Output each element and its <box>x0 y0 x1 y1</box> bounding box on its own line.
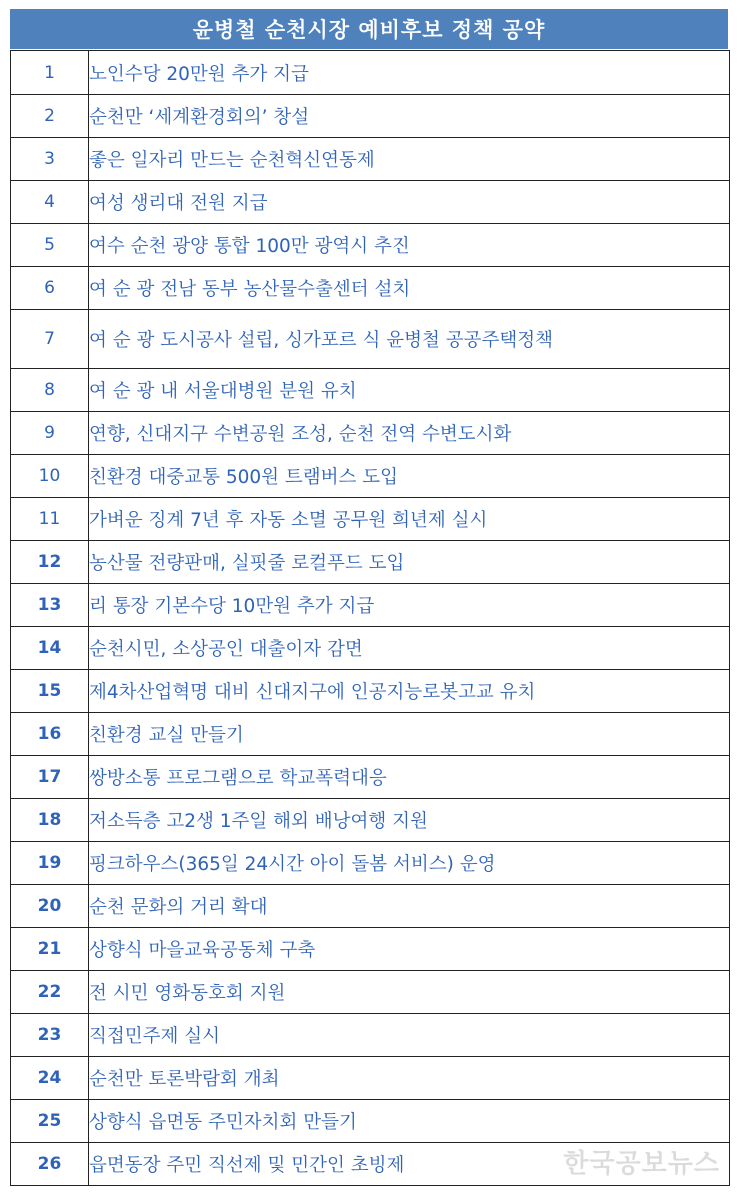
pledge-number: 4 <box>11 181 89 224</box>
pledge-text: 연향, 신대지구 수변공원 조성, 순천 전역 수변도시화 <box>89 412 730 455</box>
pledge-text: 순천시민, 소상공인 대출이자 감면 <box>89 627 730 670</box>
pledge-number: 14 <box>11 627 89 670</box>
pledge-text: 직접민주제 실시 <box>89 1014 730 1057</box>
pledge-number: 26 <box>11 1143 89 1186</box>
pledge-text: 상향식 읍면동 주민자치회 만들기 <box>89 1100 730 1143</box>
pledge-number: 22 <box>11 971 89 1014</box>
table-row <box>11 51 730 95</box>
pledge-number: 12 <box>11 541 89 584</box>
table-row <box>11 310 730 369</box>
table-row <box>11 584 730 627</box>
pledge-text: 친환경 대중교통 500원 트램버스 도입 <box>89 455 730 498</box>
pledge-number: 3 <box>11 138 89 181</box>
pledge-text: 제4차산업혁명 대비 신대지구에 인공지능로봇고교 유치 <box>89 670 730 713</box>
pledge-text: 쌍방소통 프로그램으로 학교폭력대응 <box>89 756 730 799</box>
pledge-text: 전 시민 영화동호회 지원 <box>89 971 730 1014</box>
table-row <box>11 138 730 181</box>
pledge-text: 읍면동장 주민 직선제 및 민간인 초빙제 <box>89 1143 730 1186</box>
pledge-number: 13 <box>11 584 89 627</box>
table-row <box>11 95 730 138</box>
pledge-number: 9 <box>11 412 89 455</box>
pledge-number: 15 <box>11 670 89 713</box>
pledge-number: 11 <box>11 498 89 541</box>
table-row <box>11 541 730 584</box>
pledge-number: 21 <box>11 928 89 971</box>
table-row <box>11 756 730 799</box>
pledge-number: 24 <box>11 1057 89 1100</box>
table-row <box>11 971 730 1014</box>
pledge-number: 8 <box>11 369 89 412</box>
pledge-text: 농산물 전량판매, 실핏줄 로컬푸드 도입 <box>89 541 730 584</box>
pledge-text: 여 순 광 내 서울대병원 분원 유치 <box>89 369 730 412</box>
table-row <box>11 713 730 756</box>
pledge-number: 18 <box>11 799 89 842</box>
pledge-number: 7 <box>11 310 89 369</box>
pledge-text: 상향식 마을교육공동체 구축 <box>89 928 730 971</box>
table-row <box>11 412 730 455</box>
pledge-text: 친환경 교실 만들기 <box>89 713 730 756</box>
pledge-number: 23 <box>11 1014 89 1057</box>
pledge-number: 25 <box>11 1100 89 1143</box>
pledge-number: 2 <box>11 95 89 138</box>
watermark: 한국공보뉴스 <box>563 1149 720 1179</box>
table-row <box>11 369 730 412</box>
pledge-text: 핑크하우스(365일 24시간 아이 돌봄 서비스) 운영 <box>89 842 730 885</box>
pledge-text: 가벼운 징계 7년 후 자동 소멸 공무원 희년제 실시 <box>89 498 730 541</box>
pledge-number: 20 <box>11 885 89 928</box>
table-row <box>11 455 730 498</box>
pledge-table-body <box>11 51 730 1186</box>
pledge-text: 리 통장 기본수당 10만원 추가 지급 <box>89 584 730 627</box>
pledge-number: 6 <box>11 267 89 310</box>
pledge-text: 여성 생리대 전원 지급 <box>89 181 730 224</box>
table-row <box>11 267 730 310</box>
table-row <box>11 224 730 267</box>
table-row <box>11 885 730 928</box>
pledge-number: 1 <box>11 51 89 95</box>
table-row <box>11 928 730 971</box>
table-row <box>11 842 730 885</box>
pledge-text: 저소득층 고2생 1주일 해외 배낭여행 지원 <box>89 799 730 842</box>
table-row <box>11 670 730 713</box>
pledge-text: 순천만 토론박람회 개최 <box>89 1057 730 1100</box>
table-row <box>11 1057 730 1100</box>
table-row <box>11 799 730 842</box>
table-row <box>11 1014 730 1057</box>
pledge-table <box>10 50 730 1186</box>
pledge-number: 17 <box>11 756 89 799</box>
pledge-text: 여 순 광 도시공사 설립, 싱가포르 식 윤병철 공공주택정책 <box>89 310 730 369</box>
table-row <box>11 181 730 224</box>
table-row <box>11 1100 730 1143</box>
pledge-text: 여수 순천 광양 통합 100만 광역시 추진 <box>89 224 730 267</box>
pledge-number: 10 <box>11 455 89 498</box>
pledge-text: 순천만 ‘세계환경회의’ 창설 <box>89 95 730 138</box>
page-title: 윤병철 순천시장 예비후보 정책 공약 <box>10 9 728 49</box>
pledge-number: 19 <box>11 842 89 885</box>
table-row <box>11 627 730 670</box>
pledge-text: 노인수당 20만원 추가 지급 <box>89 51 730 95</box>
pledge-text: 순천 문화의 거리 확대 <box>89 885 730 928</box>
pledge-number: 5 <box>11 224 89 267</box>
pledge-number: 16 <box>11 713 89 756</box>
table-row <box>11 498 730 541</box>
pledge-text: 좋은 일자리 만드는 순천혁신연동제 <box>89 138 730 181</box>
pledge-text: 여 순 광 전남 동부 농산물수출센터 설치 <box>89 267 730 310</box>
